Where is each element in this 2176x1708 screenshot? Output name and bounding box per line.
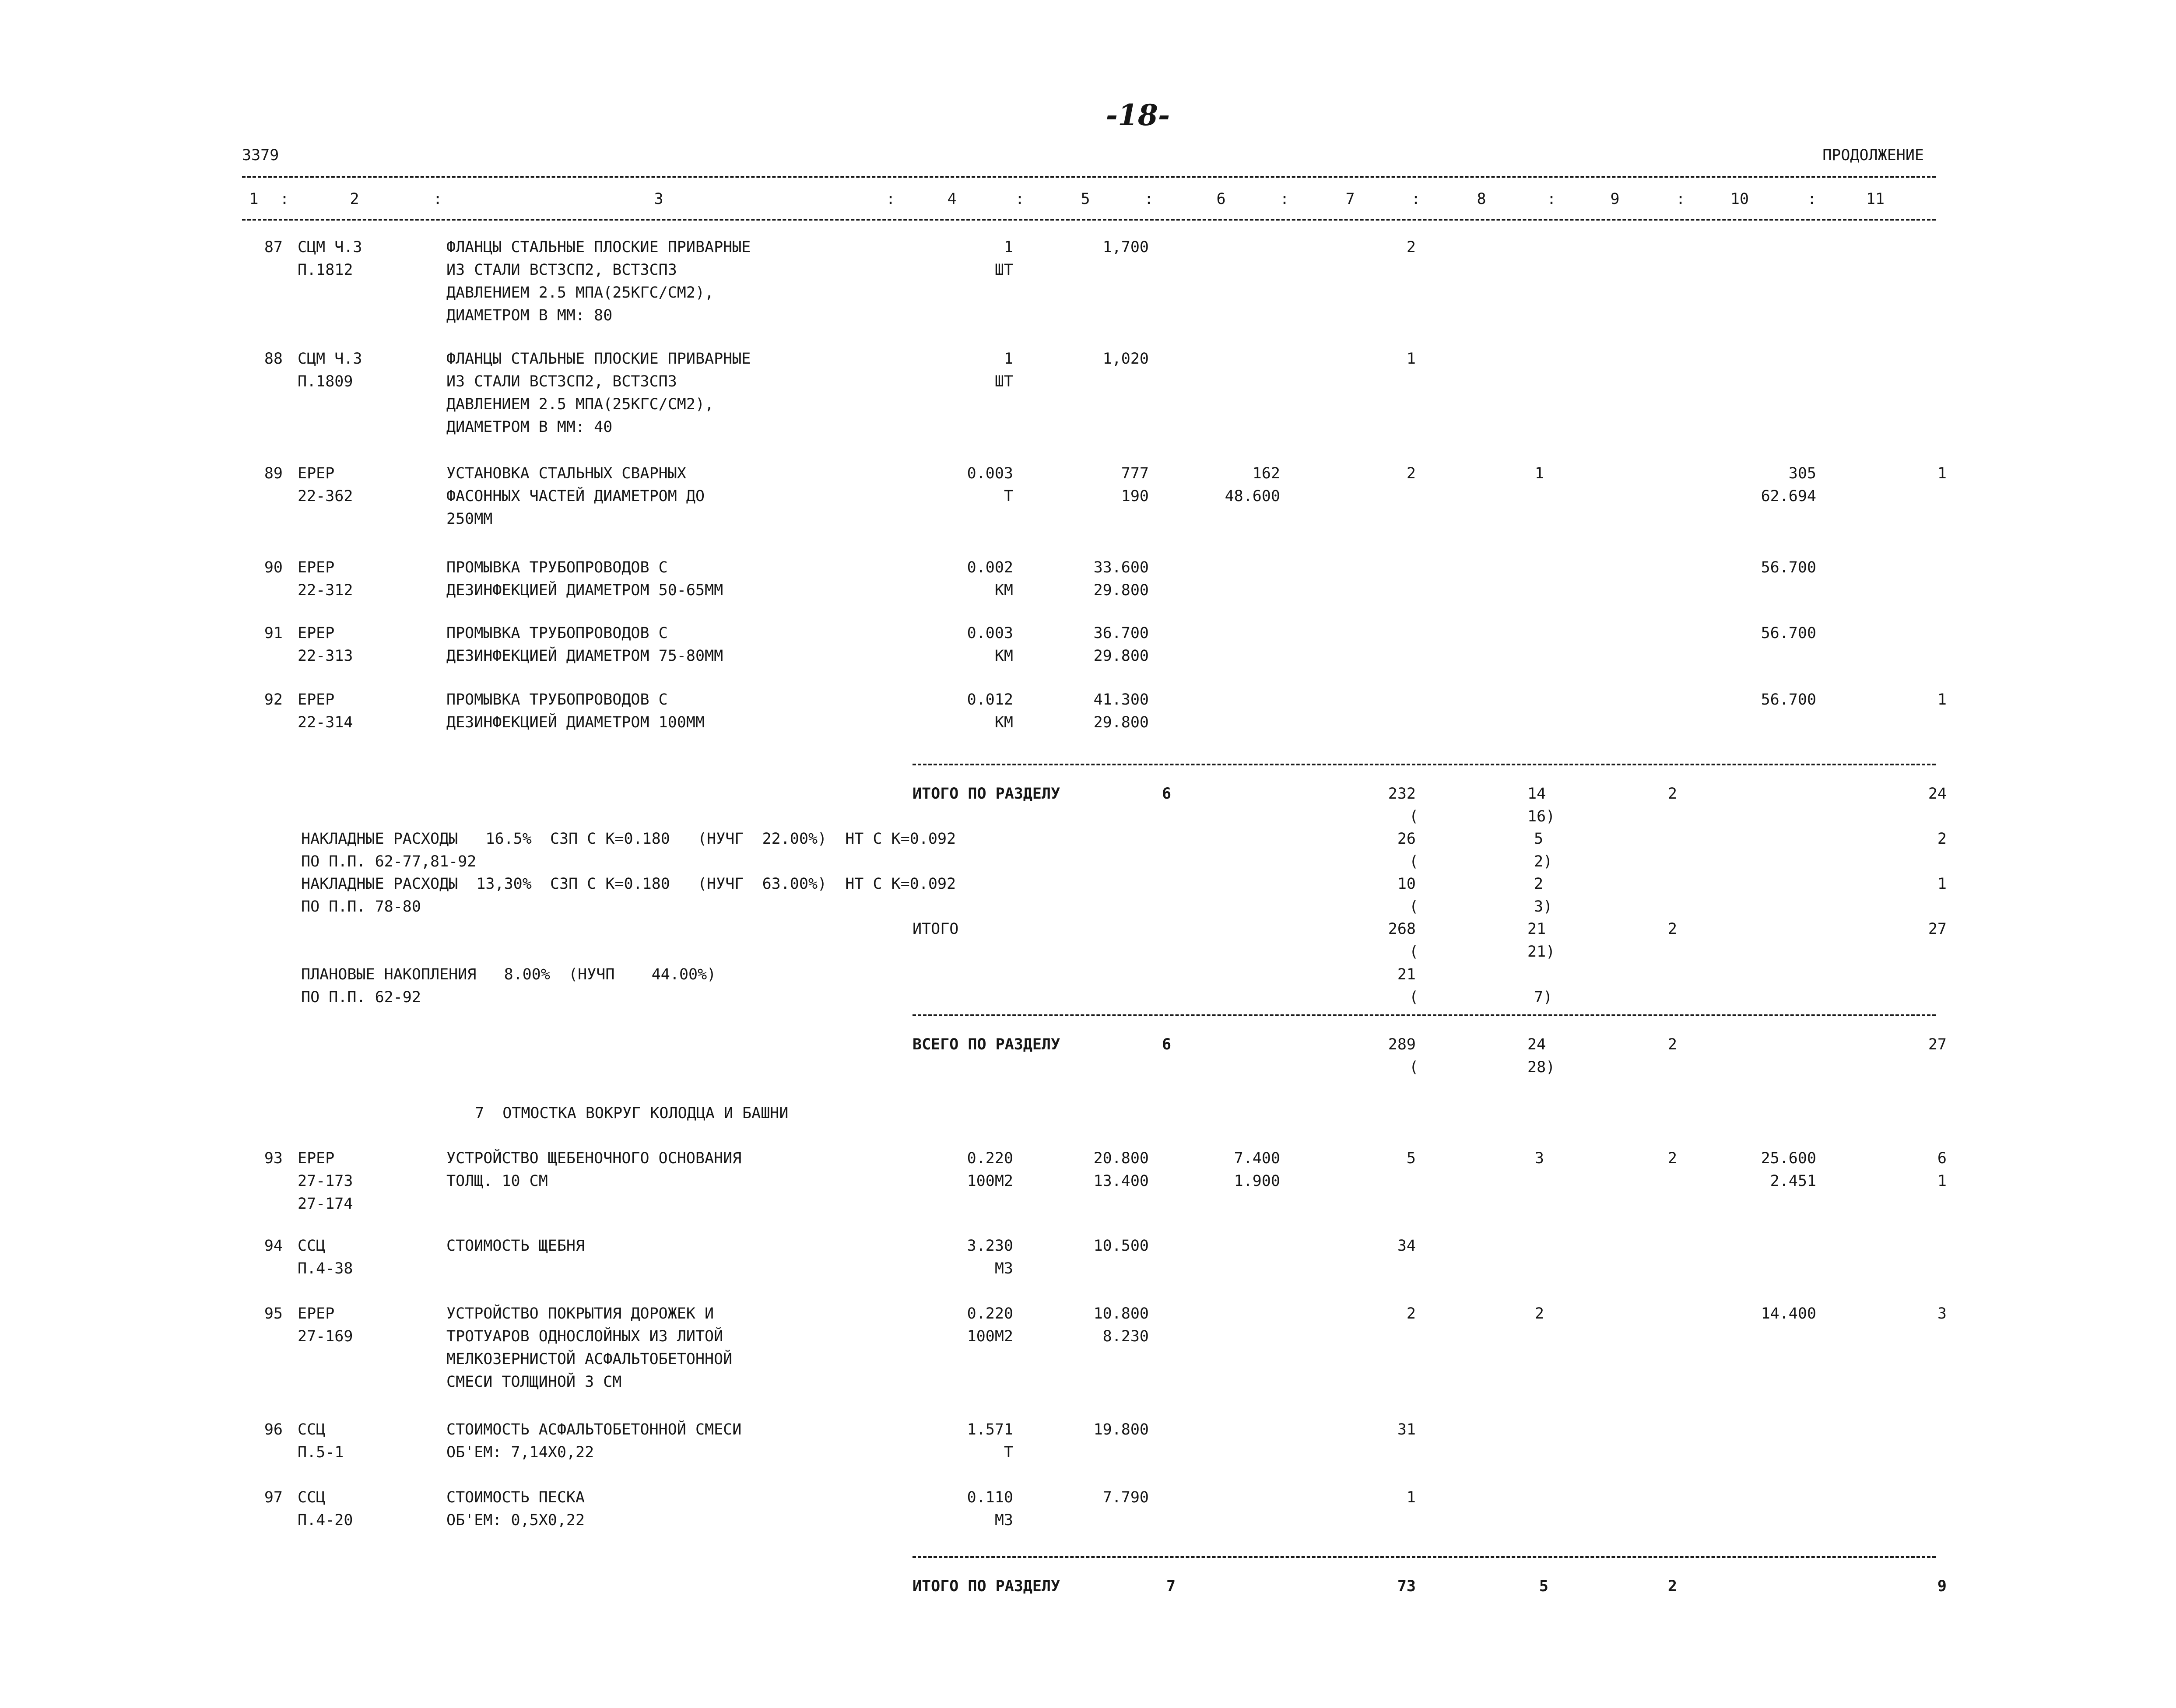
row-quantity: 0.003: [967, 465, 1013, 482]
row-code: ЕРЕР: [298, 1305, 335, 1322]
row-value-c5: 10.500: [1093, 1237, 1149, 1255]
row-code: П.4-38: [298, 1260, 353, 1277]
grand-total-c11: 27: [1928, 1036, 1947, 1053]
row-value-c11: 1: [1937, 465, 1947, 482]
column-separator: :: [280, 190, 289, 208]
column-separator: :: [1144, 190, 1154, 208]
row-code: СЦМ Ч.3: [298, 350, 362, 368]
column-header-8: 8: [1477, 190, 1486, 208]
column-separator: :: [1807, 190, 1817, 208]
row-value-c7: 2: [1406, 1305, 1416, 1322]
total-c8-paren: 21): [1527, 943, 1555, 961]
section-7-title: 7 ОТМОСТКА ВОКРУГ КОЛОДЦА И БАШНИ: [475, 1105, 789, 1122]
row-quantity: 0.220: [967, 1305, 1013, 1322]
row-description: ИЗ СТАЛИ ВСТ3СП2, ВСТ3СП3: [446, 373, 677, 390]
total-label: ИТОГО: [913, 920, 959, 938]
row-number: 89: [264, 465, 283, 482]
column-separator: :: [1280, 190, 1289, 208]
row-description: МЕЛКОЗЕРНИСТОЙ АСФАЛЬТОБЕТОННОЙ: [446, 1350, 733, 1368]
row-description: ДИАМЕТРОМ В ММ: 40: [446, 418, 613, 436]
row-value-c5: 29.800: [1093, 714, 1149, 731]
planned-savings-c7-paren: (: [1409, 989, 1419, 1006]
row-number: 87: [264, 238, 283, 256]
column-header-11: 11: [1866, 190, 1885, 208]
row-description: ПРОМЫВКА ТРУБОПРОВОДОВ С: [446, 691, 668, 708]
overhead-1-c8: 5: [1534, 830, 1544, 848]
row-value-c5: 33.600: [1093, 559, 1149, 576]
row-value-c5: 7.790: [1102, 1489, 1149, 1506]
row-value-c10: 14.400: [1761, 1305, 1816, 1322]
row-value-c5: 36.700: [1093, 624, 1149, 642]
row-value-c6: 7.400: [1234, 1150, 1280, 1167]
row-value-c8: 3: [1534, 1150, 1544, 1167]
row-description: 250ММ: [446, 510, 493, 528]
row-code: ЕРЕР: [298, 691, 335, 708]
row-description: УСТАНОВКА СТАЛЬНЫХ СВАРНЫХ: [446, 465, 686, 482]
row-description: ПРОМЫВКА ТРУБОПРОВОДОВ С: [446, 624, 668, 642]
row-description: УСТРОЙСТВО ПОКРЫТИЯ ДОРОЖЕК И: [446, 1305, 714, 1322]
row-value-c7: 2: [1406, 238, 1416, 256]
row-value-c11: 3: [1937, 1305, 1947, 1322]
section-7-total-c8: 5: [1539, 1578, 1548, 1595]
row-quantity: 0.003: [967, 624, 1013, 642]
row-value-c5: 190: [1121, 487, 1149, 505]
section-total-c8: 14: [1527, 785, 1546, 803]
row-quantity: 0.220: [967, 1150, 1013, 1167]
row-quantity: М3: [994, 1260, 1013, 1277]
row-description: ОБ'ЕМ: 0,5Х0,22: [446, 1512, 585, 1529]
column-header-3: 3: [654, 190, 663, 208]
row-value-c5: 19.800: [1093, 1421, 1149, 1438]
row-code: ЕРЕР: [298, 559, 335, 576]
row-quantity: 0.012: [967, 691, 1013, 708]
row-quantity: 100М2: [967, 1172, 1013, 1190]
row-code: ССЦ: [298, 1421, 326, 1438]
total-c9: 2: [1667, 920, 1677, 938]
row-value-c11: 1: [1937, 691, 1947, 708]
row-quantity: 100М2: [967, 1328, 1013, 1345]
row-number: 94: [264, 1237, 283, 1255]
row-quantity: 1.571: [967, 1421, 1013, 1438]
row-description: ФЛАНЦЫ СТАЛЬНЫЕ ПЛОСКИЕ ПРИВАРНЫЕ: [446, 350, 751, 368]
grand-total-c7-paren: (: [1409, 1059, 1419, 1076]
column-separator: :: [1411, 190, 1421, 208]
row-description: СТОИМОСТЬ АСФАЛЬТОБЕТОННОЙ СМЕСИ: [446, 1421, 742, 1438]
overhead-2-c8-paren: 3): [1534, 898, 1553, 915]
section-total-label: ИТОГО ПО РАЗДЕЛУ: [913, 785, 1060, 803]
row-description: ТОЛЩ. 10 СМ: [446, 1172, 548, 1190]
overhead-2-line-1: НАКЛАДНЫЕ РАСХОДЫ 13,30% СЗП С К=0.180 (НУЧГ 63.00%) НТ С К=0.092: [301, 875, 956, 893]
row-description: ПРОМЫВКА ТРУБОПРОВОДОВ С: [446, 559, 668, 576]
total-c7-paren: (: [1409, 943, 1419, 961]
section-total-c7-paren: (: [1409, 808, 1419, 825]
grand-total-c9: 2: [1667, 1036, 1677, 1053]
row-number: 88: [264, 350, 283, 368]
row-quantity: ШТ: [994, 261, 1013, 279]
row-quantity: 1: [1004, 238, 1013, 256]
grand-total-c7: 289: [1388, 1036, 1416, 1053]
section-7-total-number: 7: [1166, 1578, 1176, 1595]
continuation-label: ПРОДОЛЖЕНИЕ: [1822, 147, 1924, 164]
row-description: ОБ'ЕМ: 7,14Х0,22: [446, 1444, 594, 1461]
row-description: ФАСОННЫХ ЧАСТЕЙ ДИАМЕТРОМ ДО: [446, 487, 705, 505]
row-value-c10: 2.451: [1770, 1172, 1816, 1190]
row-value-c6: 1.900: [1234, 1172, 1280, 1190]
row-value-c5: 1,020: [1102, 350, 1149, 368]
planned-savings-line-2: ПО П.П. 62-92: [301, 989, 421, 1006]
row-code: ССЦ: [298, 1489, 326, 1506]
row-quantity: 0.110: [967, 1489, 1013, 1506]
column-header-9: 9: [1610, 190, 1620, 208]
row-quantity: ШТ: [994, 373, 1013, 390]
row-value-c5: 1,700: [1102, 238, 1149, 256]
planned-savings-c7: 21: [1397, 966, 1416, 983]
planned-savings-line-1: ПЛАНОВЫЕ НАКОПЛЕНИЯ 8.00% (НУЧП 44.00%): [301, 966, 716, 983]
column-header-10: 10: [1730, 190, 1749, 208]
section-total-c8-paren: 16): [1527, 808, 1555, 825]
section-7-total-c7: 73: [1397, 1578, 1416, 1595]
column-header-6: 6: [1216, 190, 1226, 208]
row-code: 22-362: [298, 487, 353, 505]
summary-rule: [913, 1556, 1936, 1558]
row-description: ФЛАНЦЫ СТАЛЬНЫЕ ПЛОСКИЕ ПРИВАРНЫЕ: [446, 238, 751, 256]
section-total-number: 6: [1162, 785, 1172, 803]
column-header-7: 7: [1345, 190, 1355, 208]
row-value-c7: 31: [1397, 1421, 1416, 1438]
total-c7: 268: [1388, 920, 1416, 938]
row-code: П.5-1: [298, 1444, 344, 1461]
row-description: ДЕЗИНФЕКЦИЕЙ ДИАМЕТРОМ 75-80ММ: [446, 647, 723, 665]
row-description: ИЗ СТАЛИ ВСТ3СП2, ВСТ3СП3: [446, 261, 677, 279]
total-c8: 21: [1527, 920, 1546, 938]
row-value-c7: 1: [1406, 350, 1416, 368]
overhead-1-c7-paren: (: [1409, 853, 1419, 870]
column-header-5: 5: [1081, 190, 1090, 208]
row-code: П.1812: [298, 261, 353, 279]
section-7-total-c11: 9: [1937, 1578, 1947, 1595]
row-code: 22-312: [298, 582, 353, 599]
row-description: ТРОТУАРОВ ОДНОСЛОЙНЫХ ИЗ ЛИТОЙ: [446, 1328, 723, 1345]
row-value-c10: 56.700: [1761, 691, 1816, 708]
total-c11: 27: [1928, 920, 1947, 938]
row-quantity: КМ: [994, 714, 1013, 731]
column-header-4: 4: [947, 190, 957, 208]
row-value-c5: 777: [1121, 465, 1149, 482]
row-value-c10: 62.694: [1761, 487, 1816, 505]
overhead-1-c11: 2: [1937, 830, 1947, 848]
row-quantity: Т: [1004, 487, 1013, 505]
grand-total-c8-paren: 28): [1527, 1059, 1555, 1076]
row-code: П.4-20: [298, 1512, 353, 1529]
overhead-2-c11: 1: [1937, 875, 1947, 893]
overhead-1-c7: 26: [1397, 830, 1416, 848]
column-separator: :: [886, 190, 895, 208]
row-value-c6: 48.600: [1225, 487, 1280, 505]
row-code: ССЦ: [298, 1237, 326, 1255]
column-separator: :: [1015, 190, 1025, 208]
row-quantity: КМ: [994, 582, 1013, 599]
table-header-rule: [242, 219, 1936, 221]
column-header-1: 1: [249, 190, 259, 208]
row-value-c7: 5: [1406, 1150, 1416, 1167]
summary-rule: [913, 764, 1936, 765]
section-total-c9: 2: [1667, 785, 1677, 803]
row-number: 96: [264, 1421, 283, 1438]
row-quantity: 3.230: [967, 1237, 1013, 1255]
row-value-c8: 2: [1534, 1305, 1544, 1322]
row-value-c7: 34: [1397, 1237, 1416, 1255]
row-code: 27-174: [298, 1195, 353, 1213]
section-7-total-label: ИТОГО ПО РАЗДЕЛУ: [913, 1578, 1060, 1595]
column-separator: :: [433, 190, 442, 208]
row-value-c10: 56.700: [1761, 624, 1816, 642]
row-description: ДЕЗИНФЕКЦИЕЙ ДИАМЕТРОМ 100ММ: [446, 714, 705, 731]
row-code: СЦМ Ч.3: [298, 238, 362, 256]
grand-total-c8: 24: [1527, 1036, 1546, 1053]
row-value-c9: 2: [1667, 1150, 1677, 1167]
row-description: УСТРОЙСТВО ЩЕБЕНОЧНОГО ОСНОВАНИЯ: [446, 1150, 742, 1167]
section-total-c11: 24: [1928, 785, 1947, 803]
planned-savings-c8-paren: 7): [1534, 989, 1553, 1006]
row-description: ДЕЗИНФЕКЦИЕЙ ДИАМЕТРОМ 50-65ММ: [446, 582, 723, 599]
summary-rule: [913, 1014, 1936, 1016]
row-code: 27-169: [298, 1328, 353, 1345]
row-value-c7: 2: [1406, 465, 1416, 482]
row-number: 93: [264, 1150, 283, 1167]
row-value-c10: 25.600: [1761, 1150, 1816, 1167]
row-number: 92: [264, 691, 283, 708]
row-value-c5: 13.400: [1093, 1172, 1149, 1190]
row-number: 91: [264, 624, 283, 642]
row-value-c5: 10.800: [1093, 1305, 1149, 1322]
row-description: ДИАМЕТРОМ В ММ: 80: [446, 307, 613, 324]
row-quantity: Т: [1004, 1444, 1013, 1461]
row-number: 90: [264, 559, 283, 576]
row-description: СТОИМОСТЬ ЩЕБНЯ: [446, 1237, 585, 1255]
row-code: ЕРЕР: [298, 1150, 335, 1167]
row-value-c11: 1: [1937, 1172, 1947, 1190]
overhead-2-c7: 10: [1397, 875, 1416, 893]
overhead-1-line-2: ПО П.П. 62-77,81-92: [301, 853, 477, 870]
row-description: СМЕСИ ТОЛЩИНОЙ 3 СМ: [446, 1373, 622, 1391]
row-number: 97: [264, 1489, 283, 1506]
row-code: 22-314: [298, 714, 353, 731]
row-description: ДАВЛЕНИЕМ 2.5 МПА(25КГС/СМ2),: [446, 284, 714, 302]
column-separator: :: [1676, 190, 1685, 208]
section-grand-total-label: ВСЕГО ПО РАЗДЕЛУ: [913, 1036, 1060, 1053]
overhead-2-c7-paren: (: [1409, 898, 1419, 915]
row-value-c5: 20.800: [1093, 1150, 1149, 1167]
page-number: -18-: [1106, 98, 1170, 132]
row-number: 95: [264, 1305, 283, 1322]
document-code: 3379: [242, 147, 279, 164]
row-code: ЕРЕР: [298, 465, 335, 482]
row-value-c7: 1: [1406, 1489, 1416, 1506]
row-quantity: КМ: [994, 647, 1013, 665]
row-value-c5: 41.300: [1093, 691, 1149, 708]
row-description: СТОИМОСТЬ ПЕСКА: [446, 1489, 585, 1506]
section-grand-total-number: 6: [1162, 1036, 1172, 1053]
section-total-c7: 232: [1388, 785, 1416, 803]
row-description: ДАВЛЕНИЕМ 2.5 МПА(25КГС/СМ2),: [446, 396, 714, 413]
overhead-1-line-1: НАКЛАДНЫЕ РАСХОДЫ 16.5% СЗП С К=0.180 (НУЧГ 22.00%) НТ С К=0.092: [301, 830, 956, 848]
table-top-rule: [242, 176, 1936, 178]
row-code: 27-173: [298, 1172, 353, 1190]
row-quantity: 1: [1004, 350, 1013, 368]
overhead-1-c8-paren: 2): [1534, 853, 1553, 870]
row-value-c10: 305: [1788, 465, 1816, 482]
row-value-c5: 29.800: [1093, 647, 1149, 665]
overhead-2-line-2: ПО П.П. 78-80: [301, 898, 421, 915]
column-separator: :: [1547, 190, 1556, 208]
row-quantity: 0.002: [967, 559, 1013, 576]
row-value-c11: 6: [1937, 1150, 1947, 1167]
row-code: 22-313: [298, 647, 353, 665]
overhead-2-c8: 2: [1534, 875, 1544, 893]
column-header-2: 2: [350, 190, 359, 208]
row-value-c8: 1: [1534, 465, 1544, 482]
row-code: П.1809: [298, 373, 353, 390]
row-value-c10: 56.700: [1761, 559, 1816, 576]
row-value-c6: 162: [1252, 465, 1280, 482]
row-value-c5: 29.800: [1093, 582, 1149, 599]
row-value-c5: 8.230: [1102, 1328, 1149, 1345]
section-7-total-c9: 2: [1667, 1578, 1677, 1595]
row-code: ЕРЕР: [298, 624, 335, 642]
row-quantity: М3: [994, 1512, 1013, 1529]
